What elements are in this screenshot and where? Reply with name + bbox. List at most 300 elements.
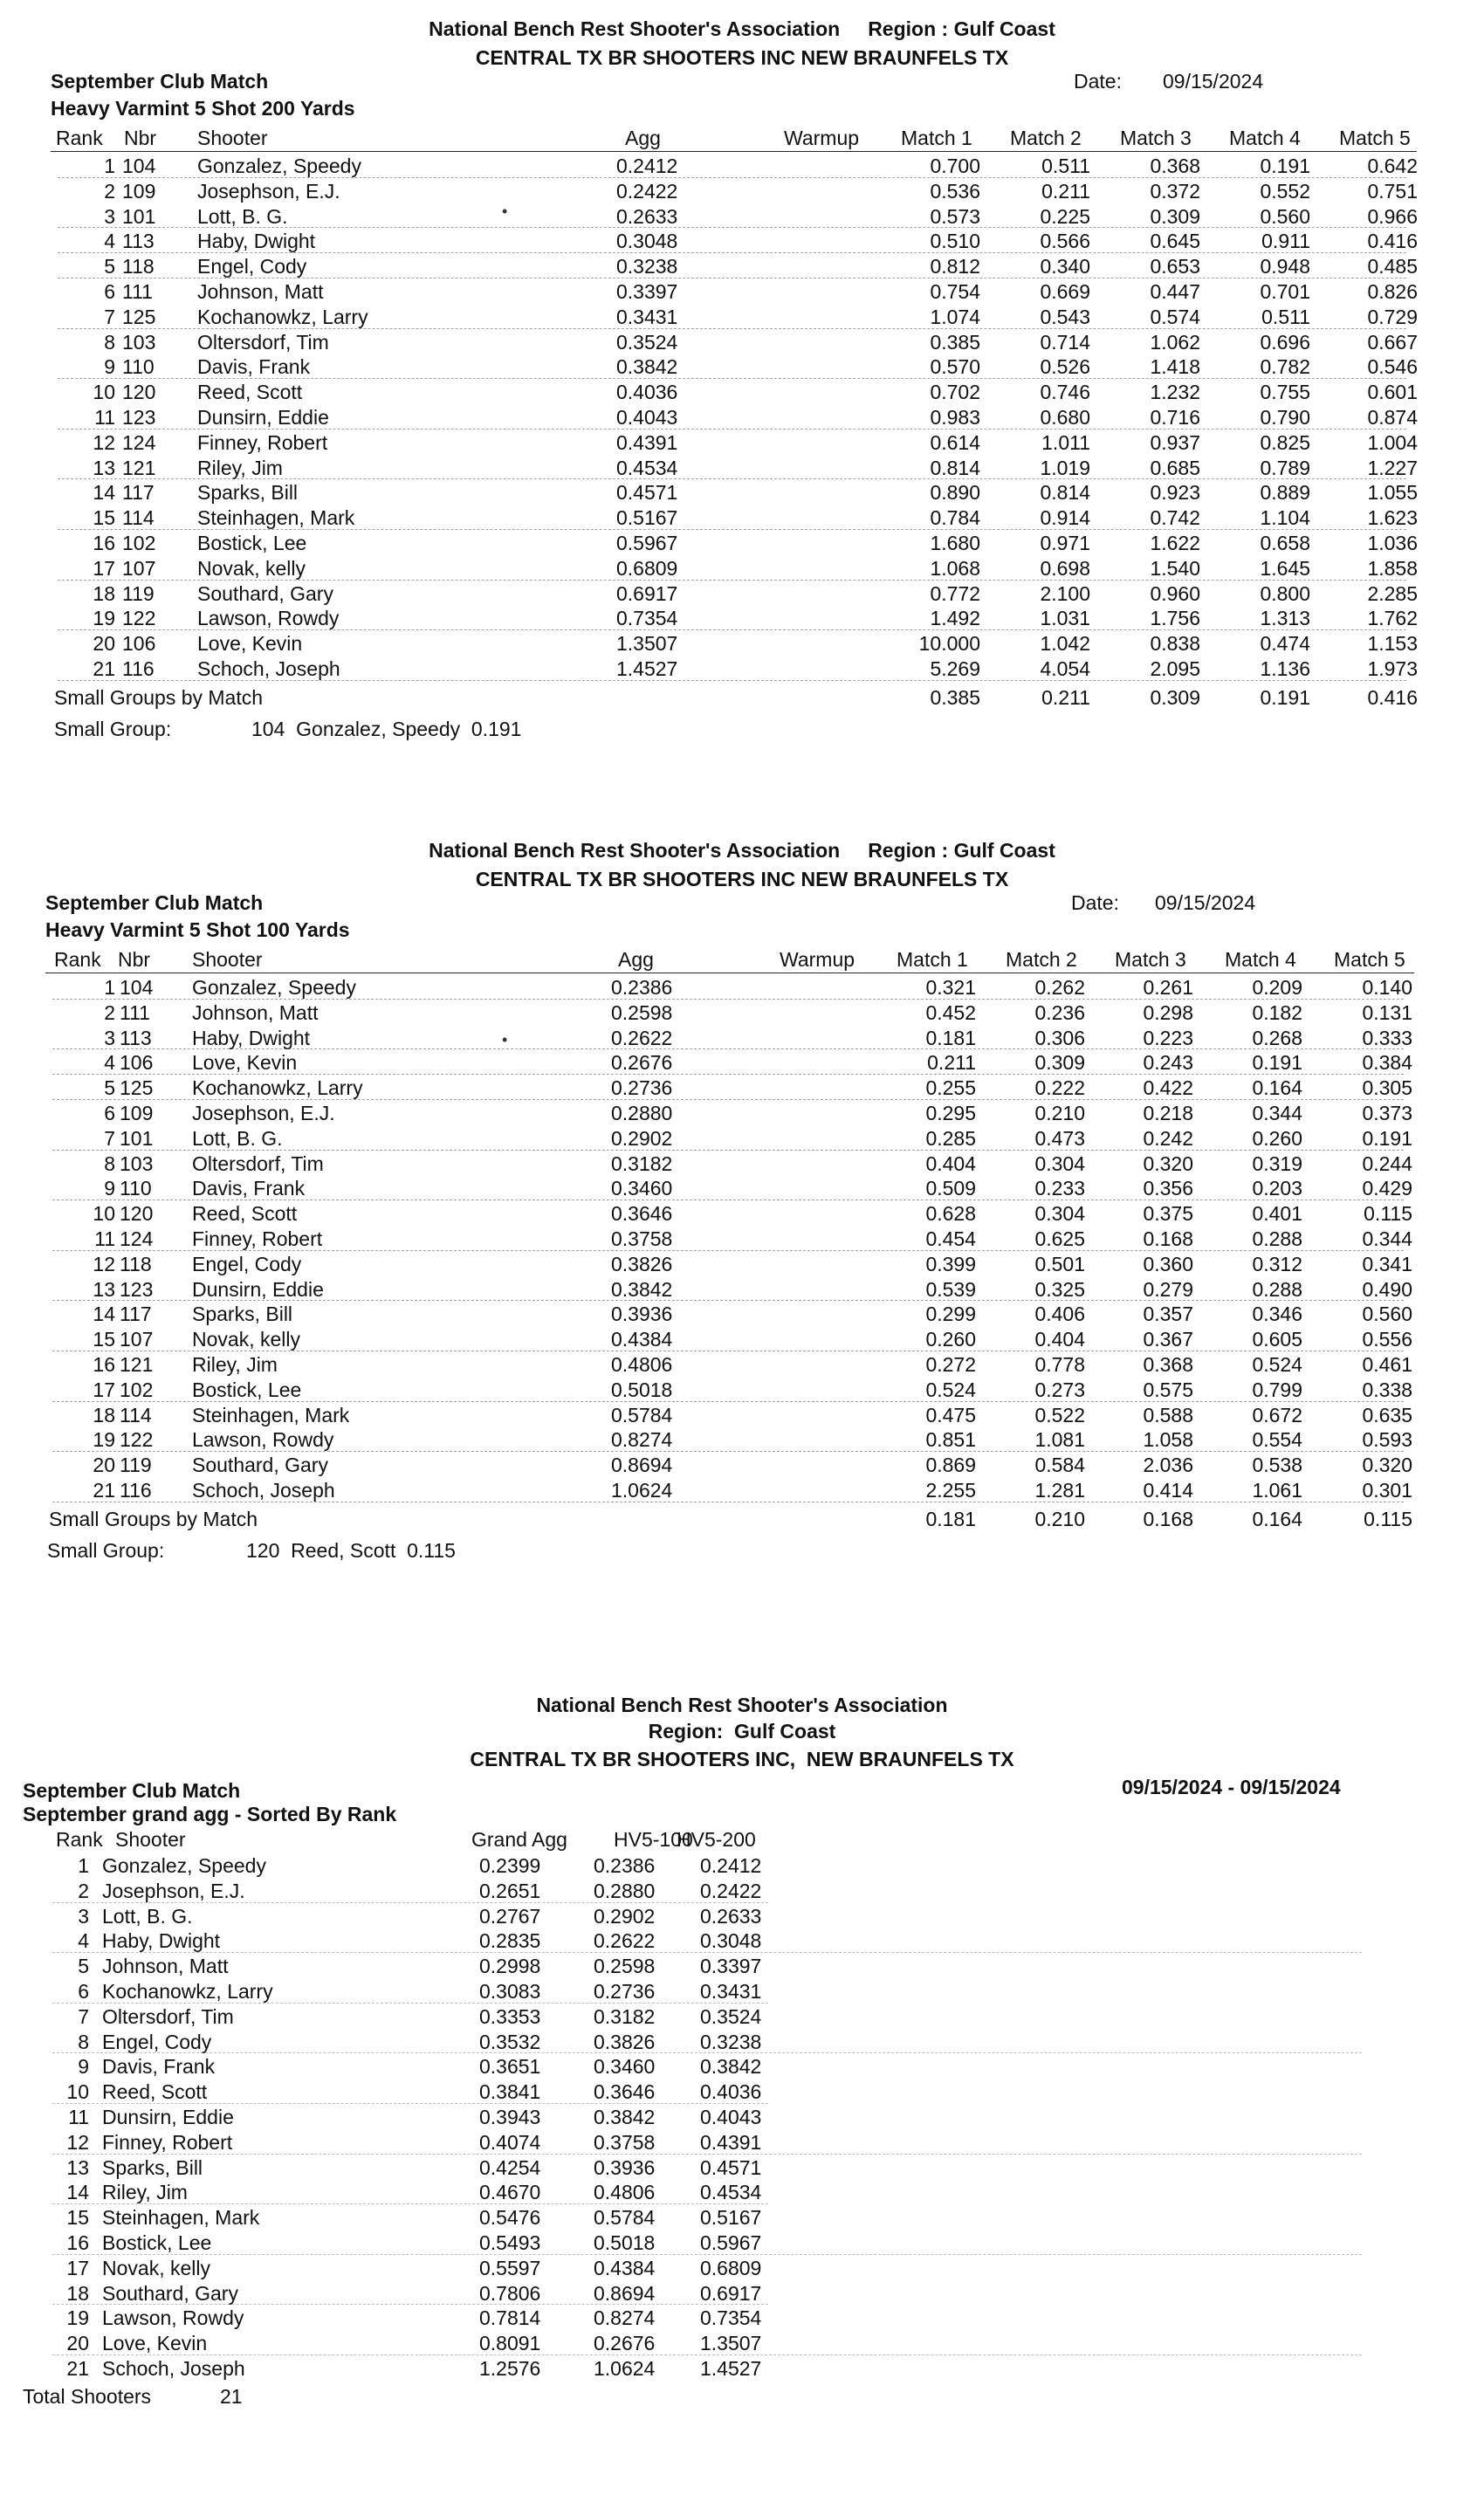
shooter-cell: Engel, Cody (192, 1252, 302, 1275)
table-row (0, 1227, 1484, 1252)
match-cell: 0.605 (1252, 1328, 1302, 1351)
row-divider (52, 1074, 1404, 1075)
match-cell: 0.696 (1260, 330, 1310, 354)
match-cell: 0.321 (925, 976, 976, 999)
match-cell: 0.346 (1252, 1303, 1302, 1326)
small-group-cell: 0.164 (1252, 1508, 1302, 1530)
shooter-cell: Riley, Jim (197, 456, 283, 479)
match-cell: 1.058 (1143, 1428, 1193, 1452)
shooter-cell: Haby, Dwight (197, 230, 316, 253)
match-cell: 1.492 (930, 607, 980, 630)
hv5-100-cell: 0.2902 (594, 1904, 656, 1928)
match-cell: 1.762 (1367, 607, 1418, 630)
match-cell: 0.209 (1252, 976, 1302, 999)
table-row (0, 2105, 1484, 2130)
rank-cell: 3 (104, 204, 115, 228)
small-groups-label: Small Groups by Match (49, 1508, 258, 1530)
match-cell: 0.218 (1143, 1102, 1193, 1124)
hv5-200-cell: 0.4036 (700, 2080, 762, 2104)
table-row (0, 656, 1484, 682)
shooter-cell: Josephson, E.J. (192, 1102, 335, 1124)
match-cell: 0.243 (1143, 1051, 1193, 1075)
shooter-cell: Love, Kevin (197, 632, 303, 656)
nbr-cell: 110 (120, 1177, 152, 1200)
table-row (0, 2205, 1484, 2231)
match-cell: 4.054 (1040, 657, 1090, 680)
shooter-cell: Sparks, Bill (102, 2155, 203, 2179)
match-cell: 0.236 (1034, 1000, 1085, 1024)
shooter-cell: Bostick, Lee (197, 532, 307, 554)
match-cell: 0.539 (925, 1277, 976, 1301)
agg-cell: 0.6917 (616, 581, 678, 605)
table-row (0, 1954, 1484, 1979)
hv5-200-cell: 0.7354 (700, 2306, 762, 2330)
column-header: Shooter (115, 1828, 186, 1851)
agg-cell: 0.3048 (616, 230, 678, 253)
agg-cell: 0.3460 (611, 1177, 673, 1200)
small-group-cell: 0.309 (1150, 686, 1200, 709)
row-divider (58, 629, 1406, 630)
match-cell: 1.680 (930, 532, 980, 554)
match-cell: 0.923 (1150, 481, 1200, 505)
match-cell: 0.889 (1260, 481, 1310, 505)
table-row (0, 1904, 1484, 1929)
table-row (0, 1050, 1484, 1076)
shooter-cell: Johnson, Matt (197, 280, 324, 303)
grand-agg-cell: 0.4254 (479, 2155, 541, 2179)
column-header: Shooter (197, 127, 268, 149)
agg-cell: 0.8694 (611, 1454, 673, 1477)
shooter-cell: Southard, Gary (197, 581, 333, 605)
small-group-cell: 0.210 (1034, 1508, 1085, 1530)
match-cell: 0.966 (1367, 204, 1418, 228)
rank-cell: 8 (78, 2030, 89, 2053)
match-cell: 0.268 (1252, 1026, 1302, 1049)
match-cell: 0.368 (1143, 1353, 1193, 1376)
rank-cell: 4 (104, 230, 115, 253)
rank-cell: 15 (93, 506, 115, 530)
table-row (0, 505, 1484, 531)
nbr-cell: 103 (122, 330, 156, 354)
nbr-cell: 124 (120, 1227, 154, 1250)
rank-cell: 6 (78, 1980, 89, 2003)
rank-cell: 21 (93, 657, 115, 680)
match-cell: 0.140 (1362, 976, 1412, 999)
hv5-200-cell: 0.5167 (700, 2206, 762, 2230)
match-cell: 0.473 (1034, 1126, 1085, 1150)
shooter-cell: Josephson, E.J. (197, 179, 340, 203)
match-cell: 0.357 (1143, 1303, 1193, 1326)
row-divider (58, 378, 1406, 379)
shooter-cell: Davis, Frank (197, 355, 311, 379)
shooter-cell: Oltersdorf, Tim (102, 2004, 234, 2028)
hv5-100-cell: 0.3936 (594, 2155, 656, 2179)
rank-cell: 11 (94, 406, 115, 429)
rank-cell: 18 (93, 581, 115, 605)
match-cell: 0.642 (1367, 155, 1418, 177)
agg-cell: 0.3397 (616, 280, 678, 303)
rank-cell: 4 (104, 1051, 115, 1075)
small-group-value: 120 Reed, Scott 0.115 (246, 1539, 456, 1562)
match-cell: 0.667 (1367, 330, 1418, 354)
table-row (0, 1076, 1484, 1101)
small-group-cell: 0.211 (1041, 686, 1090, 709)
match-cell: 5.269 (930, 657, 980, 680)
date-range: 09/15/2024 - 09/15/2024 (1122, 1776, 1341, 1798)
rank-cell: 9 (104, 355, 115, 379)
agg-cell: 0.6809 (616, 556, 678, 580)
row-divider (52, 2203, 768, 2204)
agg-cell: 0.8274 (611, 1428, 673, 1452)
match-cell: 0.751 (1367, 179, 1418, 203)
rank-cell: 20 (93, 632, 115, 656)
match-cell: 0.869 (925, 1454, 976, 1477)
agg-cell: 0.2412 (616, 155, 678, 177)
shooter-cell: Sparks, Bill (192, 1303, 293, 1326)
shooter-cell: Riley, Jim (102, 2181, 188, 2204)
agg-cell: 0.4534 (616, 456, 678, 479)
match-cell: 0.309 (1034, 1051, 1085, 1075)
rank-cell: 10 (93, 381, 115, 404)
match-cell: 0.588 (1143, 1403, 1193, 1426)
hv5-200-cell: 0.2412 (700, 1854, 762, 1877)
hv5-200-cell: 0.4043 (700, 2106, 762, 2128)
small-group-cell: 0.115 (1364, 1508, 1412, 1530)
hv5-100-cell: 0.3182 (594, 2004, 656, 2028)
match-cell: 0.191 (1362, 1126, 1412, 1150)
table-row (0, 1327, 1484, 1352)
match-cell: 1.011 (1041, 430, 1090, 454)
match-cell: 0.260 (1252, 1126, 1302, 1150)
agg-cell: 0.5784 (611, 1403, 673, 1426)
match-cell: 0.406 (1034, 1303, 1085, 1326)
shooter-cell: Novak, kelly (197, 556, 306, 580)
rank-cell: 4 (78, 1929, 89, 1953)
nbr-cell: 109 (122, 179, 156, 203)
match-cell: 0.658 (1260, 532, 1310, 554)
table-row (0, 430, 1484, 456)
total-shooters-value: 21 (220, 2385, 243, 2408)
match-cell: 0.301 (1362, 1479, 1412, 1502)
row-divider (52, 1300, 1404, 1301)
column-header: Agg (618, 948, 654, 971)
match-cell: 0.784 (930, 506, 980, 530)
shooter-cell: Southard, Gary (102, 2281, 238, 2305)
rank-cell: 17 (93, 1378, 115, 1401)
rank-cell: 5 (104, 255, 115, 278)
match-cell: 0.242 (1143, 1126, 1193, 1150)
match-cell: 0.295 (925, 1102, 976, 1124)
shooter-cell: Finney, Robert (197, 430, 328, 454)
nbr-cell: 103 (120, 1151, 154, 1175)
grand-agg-cell: 0.5493 (479, 2231, 541, 2254)
rank-cell: 17 (93, 556, 115, 580)
match-cell: 1.153 (1367, 632, 1418, 656)
table-row (0, 975, 1484, 1000)
column-header: HV5-100 (614, 1828, 693, 1851)
match-cell: 0.536 (930, 179, 980, 203)
match-cell: 0.298 (1143, 1000, 1193, 1024)
nbr-cell: 104 (122, 155, 156, 177)
shooter-cell: Steinhagen, Mark (102, 2206, 260, 2230)
match-cell: 0.826 (1367, 280, 1418, 303)
shooter-cell: Davis, Frank (192, 1177, 306, 1200)
rank-cell: 19 (93, 607, 115, 630)
match-cell: 0.340 (1040, 255, 1090, 278)
match-cell: 0.911 (1261, 230, 1310, 253)
match-cell: 1.136 (1260, 657, 1310, 680)
nbr-cell: 119 (120, 1454, 152, 1477)
match-cell: 0.680 (1040, 406, 1090, 429)
nbr-cell: 121 (120, 1353, 154, 1376)
nbr-cell: 122 (120, 1428, 154, 1452)
match-cell: 0.319 (1252, 1151, 1302, 1175)
grand-agg-cell: 0.2399 (479, 1854, 541, 1877)
table-row (0, 631, 1484, 656)
grand-agg-cell: 0.2835 (479, 1929, 541, 1953)
hv5-100-cell: 0.5784 (594, 2206, 656, 2230)
match-cell: 0.714 (1040, 330, 1090, 354)
match-cell: 0.511 (1041, 155, 1090, 177)
match-cell: 0.838 (1150, 632, 1200, 656)
match-cell: 0.414 (1143, 1479, 1193, 1502)
small-group-cell: 0.416 (1367, 686, 1418, 709)
rank-cell: 18 (66, 2281, 89, 2305)
table-row (0, 2356, 1484, 2382)
table-row (0, 1101, 1484, 1126)
match-cell: 0.279 (1143, 1277, 1193, 1301)
rank-cell: 1 (78, 1854, 89, 1877)
shooter-cell: Novak, kelly (192, 1328, 300, 1351)
match-cell: 0.800 (1260, 581, 1310, 605)
column-header: Match 3 (1115, 948, 1186, 971)
match-cell: 0.223 (1143, 1026, 1193, 1049)
match-cell: 0.653 (1150, 255, 1200, 278)
hv5-200-cell: 0.3238 (700, 2030, 762, 2053)
match-cell: 0.614 (930, 430, 980, 454)
match-cell: 0.825 (1260, 430, 1310, 454)
nbr-cell: 124 (122, 430, 156, 454)
table-row (0, 2155, 1484, 2181)
nbr-cell: 118 (120, 1252, 152, 1275)
match-cell: 1.281 (1034, 1479, 1085, 1502)
row-divider (52, 1250, 1404, 1251)
table-row (0, 2256, 1484, 2281)
table-row (0, 254, 1484, 279)
rank-cell: 12 (66, 2130, 89, 2154)
event-name: Heavy Varmint 5 Shot 100 Yards (45, 918, 350, 941)
agg-cell: 0.4384 (611, 1328, 673, 1351)
match-cell: 0.669 (1040, 280, 1090, 303)
hv5-100-cell: 0.3842 (594, 2106, 656, 2128)
match-cell: 0.222 (1034, 1076, 1085, 1100)
match-cell: 1.622 (1150, 532, 1200, 554)
table-row (0, 1151, 1484, 1177)
table-row (0, 581, 1484, 607)
agg-cell: 0.4036 (616, 381, 678, 404)
table-row (0, 1252, 1484, 1277)
match-cell: 0.560 (1362, 1303, 1412, 1326)
rank-cell: 8 (104, 330, 115, 354)
match-cell: 0.960 (1150, 581, 1200, 605)
table-row (0, 380, 1484, 405)
shooter-cell: Schoch, Joseph (192, 1479, 335, 1502)
hv5-200-cell: 0.2633 (700, 1904, 762, 1928)
match-cell: 0.948 (1260, 255, 1310, 278)
agg-cell: 0.4806 (611, 1353, 673, 1376)
table-row (0, 1979, 1484, 2004)
hv5-200-cell: 1.3507 (700, 2332, 762, 2355)
match-cell: 2.255 (925, 1479, 976, 1502)
match-cell: 0.566 (1040, 230, 1090, 253)
rank-cell: 21 (66, 2357, 89, 2380)
match-cell: 0.261 (1143, 976, 1193, 999)
match-cell: 0.131 (1362, 1000, 1412, 1024)
nbr-cell: 116 (122, 657, 155, 680)
match-cell: 1.055 (1367, 481, 1418, 505)
column-header: Shooter (192, 948, 263, 971)
hv5-200-cell: 0.2422 (700, 1879, 762, 1902)
match-cell: 0.635 (1362, 1403, 1412, 1426)
row-divider (52, 1451, 1404, 1452)
match-cell: 0.429 (1362, 1177, 1412, 1200)
match-cell: 1.227 (1367, 456, 1418, 479)
shooter-cell: Finney, Robert (192, 1227, 323, 1250)
shooter-cell: Lott, B. G. (192, 1126, 283, 1150)
match-cell: 0.304 (1034, 1151, 1085, 1175)
match-cell: 0.191 (1252, 1051, 1302, 1075)
match-cell: 0.672 (1252, 1403, 1302, 1426)
match-cell: 0.511 (1261, 305, 1310, 328)
match-cell: 0.742 (1150, 506, 1200, 530)
match-cell: 2.036 (1143, 1454, 1193, 1477)
agg-cell: 0.5018 (611, 1378, 673, 1401)
rank-cell: 11 (94, 1227, 115, 1250)
shooter-cell: Steinhagen, Mark (197, 506, 355, 530)
column-header: Grand Agg (471, 1828, 567, 1851)
grand-column-headers (0, 1828, 1484, 1851)
table-row (0, 1126, 1484, 1151)
row-divider (52, 2003, 768, 2004)
match-cell: 0.543 (1040, 305, 1090, 328)
match-cell: 0.182 (1252, 1000, 1302, 1024)
match-cell: 0.225 (1040, 204, 1090, 228)
column-header: Nbr (124, 127, 157, 149)
region-header: Region: Gulf Coast (648, 1720, 836, 1743)
rank-cell: 12 (93, 1252, 115, 1275)
table-row (0, 279, 1484, 305)
agg-cell: 0.2422 (616, 179, 678, 203)
match-cell: 0.702 (930, 381, 980, 404)
match-cell: 0.233 (1034, 1177, 1085, 1200)
rank-cell: 20 (93, 1454, 115, 1477)
hv5-100-cell: 0.8694 (594, 2281, 656, 2305)
match-cell: 0.971 (1040, 532, 1090, 554)
match-cell: 2.100 (1040, 581, 1090, 605)
agg-cell: 0.2676 (611, 1051, 673, 1075)
match-cell: 2.095 (1150, 657, 1200, 680)
nbr-cell: 101 (122, 204, 156, 228)
table-row (0, 1478, 1484, 1503)
association-header: National Bench Rest Shooter's Association (536, 1694, 948, 1716)
shooter-cell: Reed, Scott (192, 1202, 298, 1226)
match-cell: 0.454 (925, 1227, 976, 1250)
match-cell: 0.452 (925, 1000, 976, 1024)
match-cell: 0.320 (1362, 1454, 1412, 1477)
nbr-cell: 106 (122, 632, 156, 656)
grand-agg-cell: 0.2767 (479, 1904, 541, 1928)
date-value: 09/15/2024 (1163, 70, 1264, 93)
shooter-cell: Sparks, Bill (197, 481, 299, 505)
match-cell: 0.552 (1260, 179, 1310, 203)
hv5-200-cell: 0.3048 (700, 1929, 762, 1953)
match-cell: 0.874 (1367, 406, 1418, 429)
rank-cell: 16 (66, 2231, 89, 2254)
match-cell: 0.522 (1034, 1403, 1085, 1426)
nbr-cell: 111 (122, 280, 153, 303)
shooter-cell: Engel, Cody (102, 2030, 212, 2053)
match-cell: 0.560 (1260, 204, 1310, 228)
shooter-cell: Novak, kelly (102, 2256, 210, 2279)
grand-agg-cell: 0.3083 (479, 1980, 541, 2003)
rank-cell: 15 (66, 2206, 89, 2230)
match-cell: 1.081 (1034, 1428, 1085, 1452)
rank-cell: 9 (104, 1177, 115, 1200)
nbr-cell: 125 (120, 1076, 154, 1100)
table-row (0, 2306, 1484, 2331)
match-cell: 0.937 (1150, 430, 1200, 454)
match-cell: 0.501 (1034, 1252, 1085, 1275)
rank-cell: 13 (66, 2155, 89, 2179)
match-cell: 0.625 (1034, 1227, 1085, 1250)
grand-agg-cell: 0.2651 (479, 1879, 541, 1902)
match-cell: 0.814 (930, 456, 980, 479)
rank-cell: 9 (78, 2055, 89, 2079)
table-row (0, 179, 1484, 204)
match-cell: 0.401 (1252, 1202, 1302, 1226)
column-header: Rank (56, 127, 103, 149)
grand-agg-cell: 0.4074 (479, 2130, 541, 2154)
nbr-cell: 102 (122, 532, 156, 554)
scan-speck: • (502, 1031, 508, 1048)
match-cell: 0.341 (1362, 1252, 1412, 1275)
match-cell: 1.858 (1367, 556, 1418, 580)
row-divider (52, 2354, 1362, 2355)
row-divider (58, 252, 1406, 253)
grand-agg-cell: 0.4670 (479, 2181, 541, 2204)
match-cell: 0.262 (1034, 976, 1085, 999)
shooter-cell: Gonzalez, Speedy (197, 155, 361, 177)
hv5-100-cell: 0.8274 (594, 2306, 656, 2330)
table-row (0, 2004, 1484, 2030)
nbr-cell: 114 (120, 1403, 152, 1426)
match-cell: 1.418 (1150, 355, 1200, 379)
rank-cell: 7 (104, 1126, 115, 1150)
shooter-cell: Love, Kevin (102, 2332, 208, 2355)
match-cell: 0.338 (1362, 1378, 1412, 1401)
rank-cell: 10 (93, 1202, 115, 1226)
shooter-cell: Haby, Dwight (102, 1929, 221, 1953)
shooter-cell: Kochanowkz, Larry (192, 1076, 363, 1100)
match-cell: 0.203 (1252, 1177, 1302, 1200)
nbr-cell: 123 (120, 1277, 154, 1301)
match-cell: 0.698 (1040, 556, 1090, 580)
rank-cell: 1 (104, 155, 115, 177)
agg-cell: 0.2598 (611, 1000, 673, 1024)
shooter-cell: Love, Kevin (192, 1051, 298, 1075)
club-name: CENTRAL TX BR SHOOTERS INC NEW BRAUNFELS TX (475, 46, 1009, 69)
nbr-cell: 116 (120, 1479, 152, 1502)
